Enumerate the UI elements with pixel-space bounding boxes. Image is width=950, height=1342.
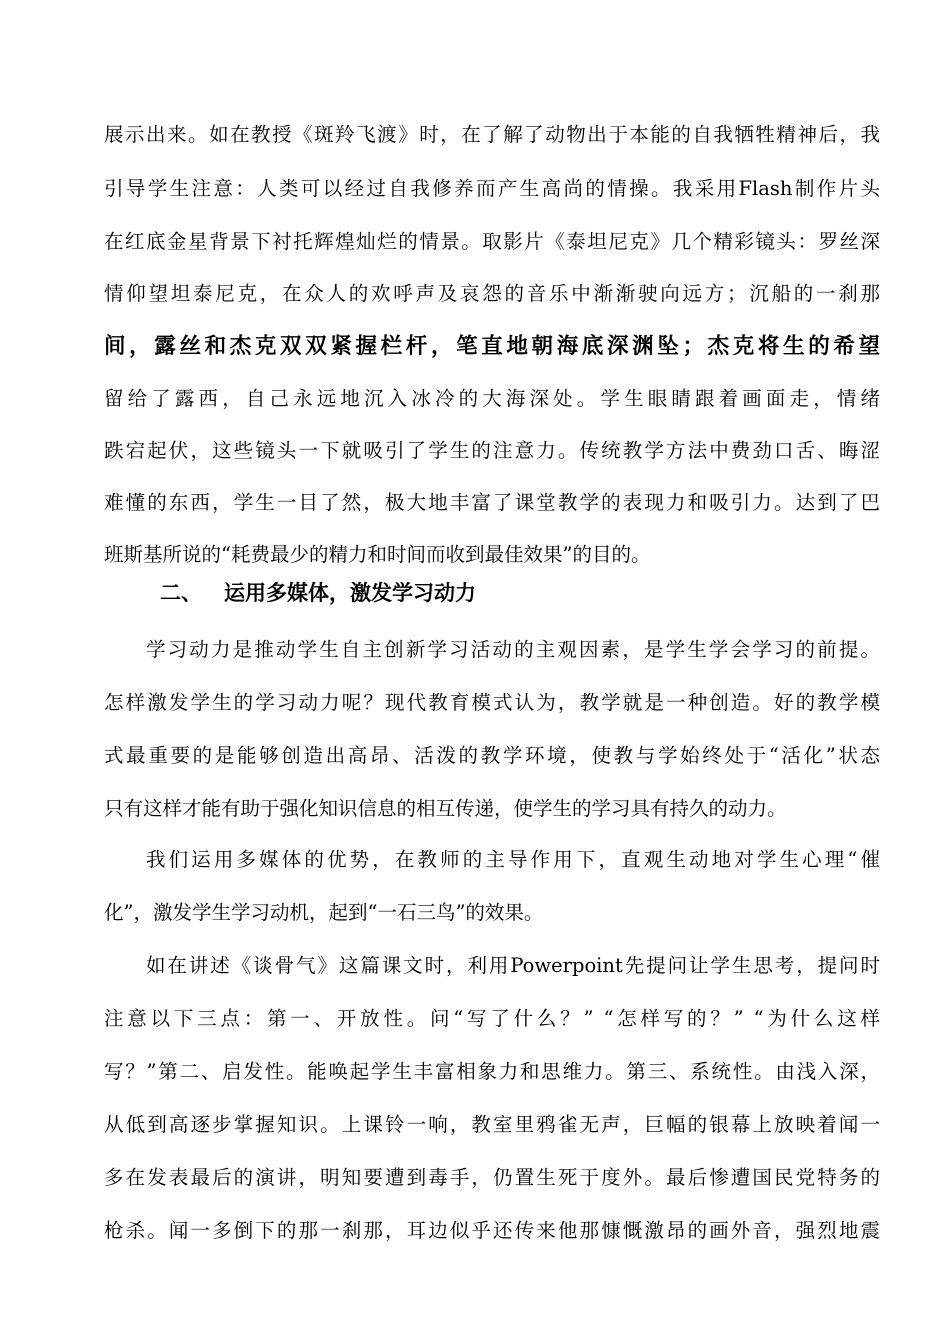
text-line: 难懂的东西，学生一目了然，极大地丰富了课堂教学的表现力和吸引力。达到了巴 bbox=[104, 491, 880, 514]
text-line: 如在讲述《谈骨气》这篇课文时，利用Powerpoint先提问让学生思考，提问时 bbox=[146, 954, 880, 977]
text-line: 从低到高逐步掌握知识。上课铃一响，教室里鸦雀无声，巨幅的银幕上放映着闻一 bbox=[104, 1113, 880, 1136]
text-line: 引导学生注意：人类可以经过自我修养而产生高尚的情操。我采用Flash制作片头 bbox=[104, 177, 880, 200]
text-line: 枪杀。闻一多倒下的那一刹那，耳边似乎还传来他那慷慨激昂的画外音，强烈地震 bbox=[104, 1219, 880, 1242]
text-line: 留给了露西，自己永远地沉入冰冷的大海深处。学生眼睛跟着画面走，情绪 bbox=[104, 387, 880, 410]
section-heading bbox=[160, 578, 476, 608]
text-line: 展示出来。如在教授《斑羚飞渡》时，在了解了动物出于本能的自我牺牲精神后，我 bbox=[104, 123, 880, 146]
section-number: 二、 bbox=[160, 580, 202, 605]
section-title: 运用多媒体，激发学习动力 bbox=[224, 580, 476, 605]
text-line: 怎样激发学生的学习动力呢？现代教育模式认为，教学就是一种创造。好的教学模 bbox=[104, 691, 880, 714]
text-line: 班斯基所说的“耗费最少的精力和时间而收到最佳效果”的目的。 bbox=[104, 543, 651, 566]
text-line: 情仰望坦泰尼克，在众人的欢呼声及哀怨的音乐中渐渐驶向远方；沉船的一刹那 bbox=[104, 282, 880, 305]
text-line: 只有这样才能有助于强化知识信息的相互传递，使学生的学习具有持久的动力。 bbox=[104, 797, 787, 820]
text-line: 写？”第二、启发性。能唤起学生丰富相象力和思维力。第三、系统性。由浅入深， bbox=[104, 1060, 880, 1083]
text-line: 式最重要的是能够创造出高昂、活泼的教学环境，使教与学始终处于“活化”状态 bbox=[104, 744, 880, 767]
text-line: 我们运用多媒体的优势，在教师的主导作用下，直观生动地对学生心理“催 bbox=[146, 848, 880, 871]
text-line: 多在发表最后的演讲，明知要遭到毒手，仍置生死于度外。最后惨遭国民党特务的 bbox=[104, 1166, 880, 1189]
text-line: 学习动力是推动学生自主创新学习活动的主观因素，是学生学会学习的前提。 bbox=[146, 638, 880, 661]
text-line: 在红底金星背景下衬托辉煌灿烂的情景。取影片《泰坦尼克》几个精彩镜头：罗丝深 bbox=[104, 230, 880, 253]
text-line: 间，露丝和杰克双双紧握栏杆，笔直地朝海底深渊坠；杰克将生的希望 bbox=[104, 334, 880, 359]
text-line: 跌宕起伏，这些镜头一下就吸引了学生的注意力。传统教学方法中费劲口舌、晦涩 bbox=[104, 439, 880, 462]
text-line: 注意以下三点：第一、开放性。问“写了什么？” “怎样写的？” “为什么这样 bbox=[104, 1007, 880, 1030]
text-line: 化”，激发学生学习动机，起到“一石三鸟”的效果。 bbox=[104, 901, 544, 924]
